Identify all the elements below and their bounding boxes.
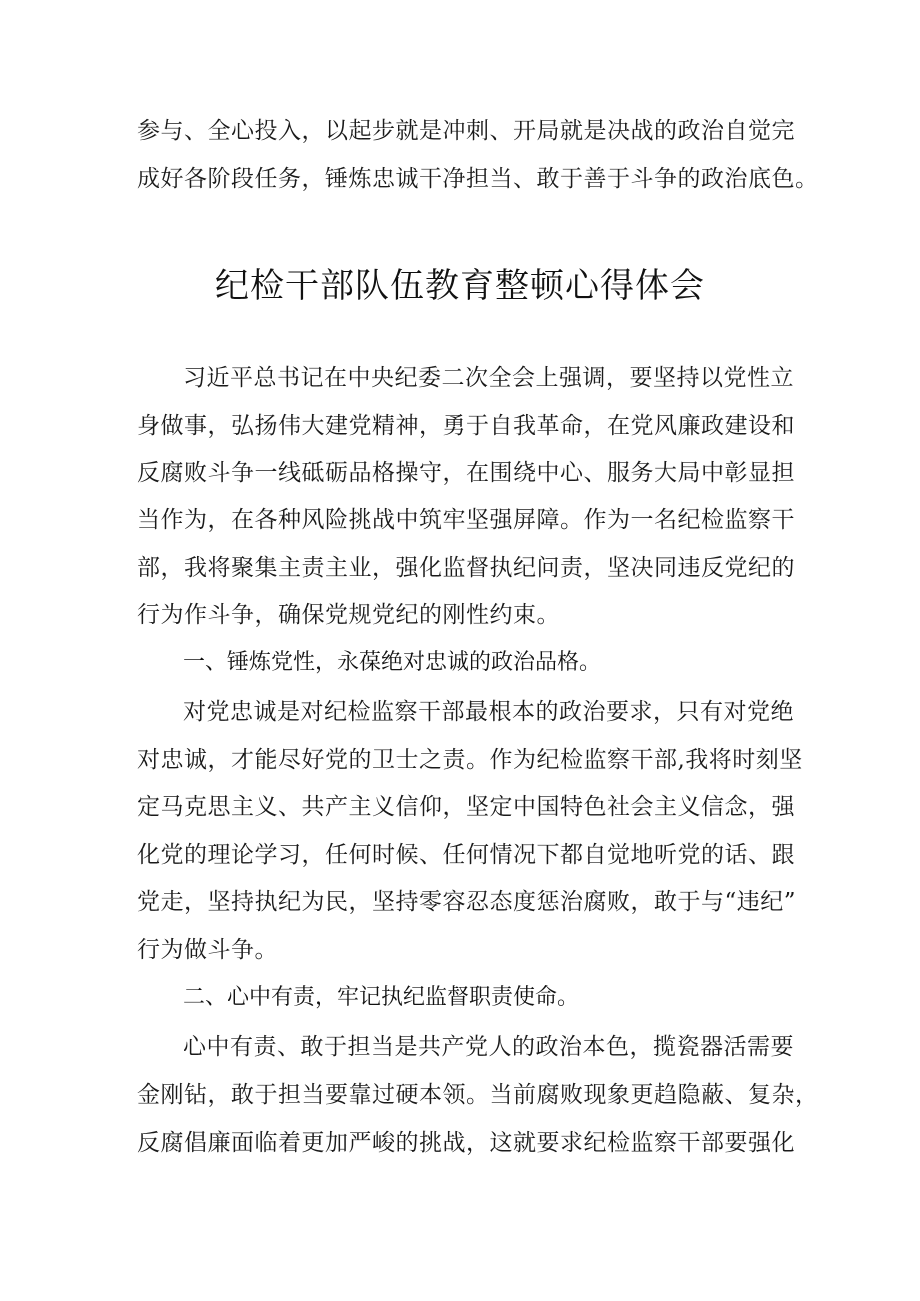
paragraph-line: 行为做斗争。 [137,937,278,963]
paragraph-line: 定马克思主义、共产主义信仰，坚定中国特色社会主义信念，强 [137,794,795,820]
intro-line: 成好各阶段任务，锤炼忠诚干净担当、敢于善于斗争的政治底色。 [137,166,819,192]
paragraph-line: 对忠诚，才能尽好党的卫士之责。作为纪检监察干部,我将时刻坚 [137,747,803,773]
page-title: 纪检干部队伍教育整顿心得体会 [215,266,705,306]
paragraph-line: 党走，坚持执纪为民，坚持零容忍态度惩治腐败，敢于与“违纪” [137,889,797,915]
paragraph-line: 心中有责、敢于担当是共产党人的政治本色，揽瓷器活需要 [183,1034,794,1060]
paragraph-line: 金刚钻，敢于担当要靠过硬本领。当前腐败现象更趋隐蔽、复杂， [137,1082,819,1108]
intro-line: 参与、全心投入，以起步就是冲刺、开局就是决战的政治自觉完 [137,118,795,144]
paragraph-line: 反腐倡廉面临着更加严峻的挑战，这就要求纪检监察干部要强化 [137,1130,795,1156]
paragraph-line: 习近平总书记在中央纪委二次全会上强调，要坚持以党性立 [183,365,794,391]
paragraph-line: 对党忠诚是对纪检监察干部最根本的政治要求，只有对党绝 [183,699,794,725]
section-heading-2: 二、心中有责，牢记执纪监督职责使命。 [183,985,580,1010]
paragraph-line: 部，我将聚集主责主业，强化监督执纪问责，坚决同违反党纪的 [137,555,795,581]
paragraph-line: 反腐败斗争一线砥砺品格操守，在围绕中心、服务大局中彰显担 [137,460,795,486]
paragraph-line: 行为作斗争，确保党规党纪的刚性约束。 [137,602,560,628]
paragraph-line: 化党的理论学习，任何时候、任何情况下都自觉地听党的话、跟 [137,842,795,868]
paragraph-line: 身做事，弘扬伟大建党精神，勇于自我革命，在党风廉政建设和 [137,413,795,439]
section-heading-1: 一、锤炼党性，永葆绝对忠诚的政治品格。 [183,650,602,675]
paragraph-line: 当作为，在各种风险挑战中筑牢坚强屏障。作为一名纪检监察干 [137,507,795,533]
